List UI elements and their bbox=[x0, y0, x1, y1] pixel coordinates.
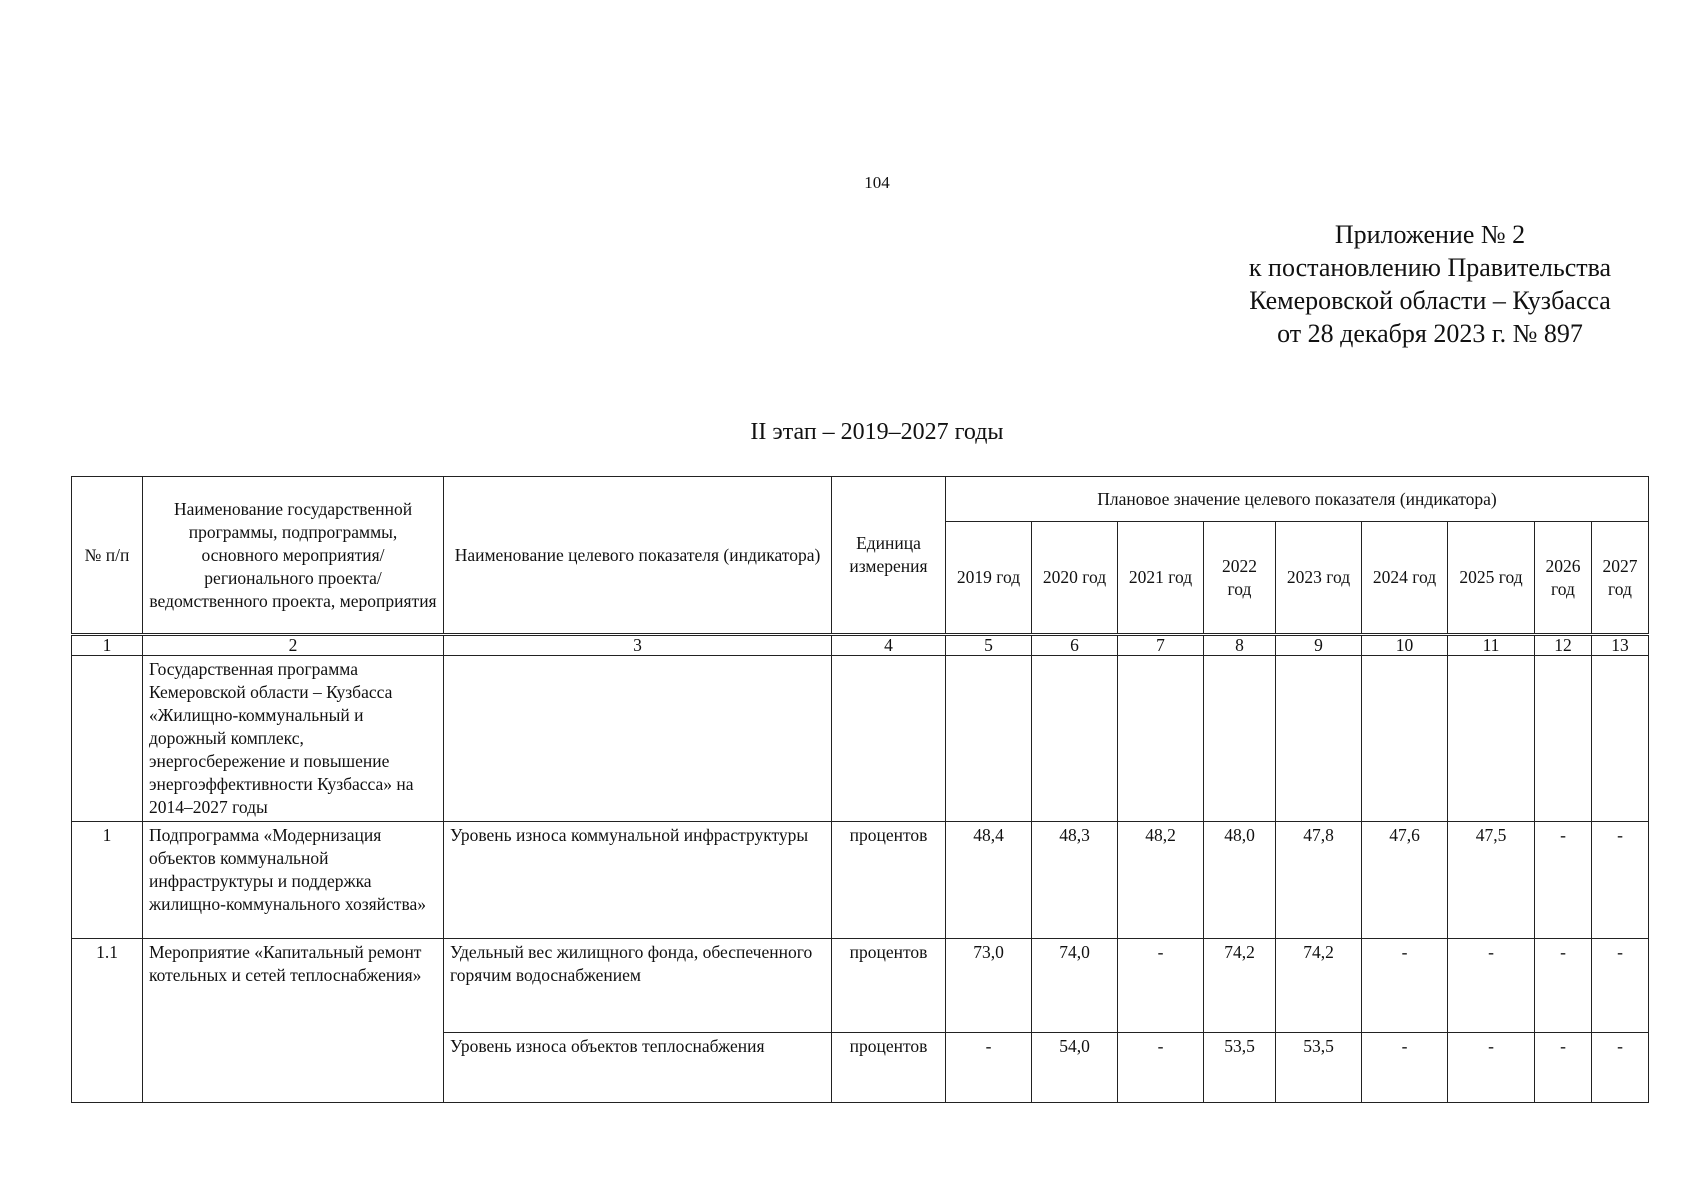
row-value: 48,0 bbox=[1204, 822, 1276, 939]
header-planned-value: Плановое значение целевого показателя (индикатора) bbox=[946, 477, 1649, 522]
header-year-2027: 2027 год bbox=[1592, 522, 1649, 635]
col-number: 12 bbox=[1535, 635, 1592, 656]
row-program: Мероприятие «Капитальный ремонт котельных и сетей теплоснабжения» bbox=[143, 939, 444, 1103]
row-program: Подпрограмма «Модернизация объектов коммунальной инфраструктуры и поддержка жилищно-коммунального хозяйства» bbox=[143, 822, 444, 939]
row-value: - bbox=[1362, 1033, 1448, 1103]
header-year-2023: 2023 год bbox=[1276, 522, 1362, 635]
row-value: 53,5 bbox=[1276, 1033, 1362, 1103]
row-unit bbox=[832, 656, 946, 822]
row-value: - bbox=[1118, 1033, 1204, 1103]
col-number: 9 bbox=[1276, 635, 1362, 656]
row-num: 1 bbox=[72, 822, 143, 939]
row-indicator: Уровень износа коммунальной инфраструктуры bbox=[444, 822, 832, 939]
appendix-line-3: Кемеровской области – Кузбасса bbox=[1249, 286, 1611, 315]
col-number: 11 bbox=[1448, 635, 1535, 656]
appendix-line-1: Приложение № 2 bbox=[1334, 220, 1526, 249]
header-year-2019: 2019 год bbox=[946, 522, 1032, 635]
row-value: - bbox=[946, 1033, 1032, 1103]
row-num bbox=[72, 656, 143, 822]
row-value: - bbox=[1535, 939, 1592, 1033]
col-number: 8 bbox=[1204, 635, 1276, 656]
row-value: - bbox=[1362, 939, 1448, 1033]
indicators-table bbox=[71, 476, 1649, 1103]
header-indicator-name: Наименование целевого показателя (индикатора) bbox=[444, 477, 832, 635]
row-value: 74,2 bbox=[1276, 939, 1362, 1033]
header-year-2026: 2026 год bbox=[1535, 522, 1592, 635]
row-value: 74,0 bbox=[1032, 939, 1118, 1033]
appendix-line-2: к постановлению Правительства bbox=[1248, 253, 1612, 282]
row-value: 47,8 bbox=[1276, 822, 1362, 939]
row-value bbox=[1362, 656, 1448, 822]
row-value: 53,5 bbox=[1204, 1033, 1276, 1103]
row-value: 54,0 bbox=[1032, 1033, 1118, 1103]
row-value: - bbox=[1592, 939, 1649, 1033]
row-value: 73,0 bbox=[946, 939, 1032, 1033]
row-value: 48,3 bbox=[1032, 822, 1118, 939]
col-number: 7 bbox=[1118, 635, 1204, 656]
row-program: Государственная программа Кемеровской области – Кузбасса «Жилищно-коммунальный и дорожный комплекс, энергосбережение и повышение энергоэффективности Кузбасса» на 2014–2027 годы bbox=[143, 656, 444, 822]
header-unit: Единица измерения bbox=[832, 477, 946, 635]
row-value: 47,5 bbox=[1448, 822, 1535, 939]
row-value bbox=[1276, 656, 1362, 822]
row-value: 47,6 bbox=[1362, 822, 1448, 939]
header-num: № п/п bbox=[72, 477, 143, 635]
row-value bbox=[1204, 656, 1276, 822]
row-value: - bbox=[1592, 1033, 1649, 1103]
row-value: 48,2 bbox=[1118, 822, 1204, 939]
header-year-2025: 2025 год bbox=[1448, 522, 1535, 635]
col-number: 13 bbox=[1592, 635, 1649, 656]
row-value bbox=[1592, 656, 1649, 822]
col-number: 2 bbox=[143, 635, 444, 656]
table-row bbox=[72, 656, 1649, 822]
header-year-2022: 2022 год bbox=[1204, 522, 1276, 635]
header-year-2021: 2021 год bbox=[1118, 522, 1204, 635]
row-unit: процентов bbox=[832, 1033, 946, 1103]
col-number: 4 bbox=[832, 635, 946, 656]
row-indicator: Уровень износа объектов теплоснабжения bbox=[444, 1033, 832, 1103]
col-number: 10 bbox=[1362, 635, 1448, 656]
header-program-name: Наименование государственной программы, подпрограммы, основного мероприятия/регионального проекта/ведомственного проекта, мероприятия bbox=[143, 477, 444, 635]
col-number: 5 bbox=[946, 635, 1032, 656]
row-value: - bbox=[1535, 822, 1592, 939]
col-number: 1 bbox=[72, 635, 143, 656]
row-unit: процентов bbox=[832, 939, 946, 1033]
row-value: - bbox=[1592, 822, 1649, 939]
header-year-2020: 2020 год bbox=[1032, 522, 1118, 635]
row-indicator bbox=[444, 656, 832, 822]
col-number: 6 bbox=[1032, 635, 1118, 656]
stage-title: II этап – 2019–2027 годы bbox=[750, 419, 1004, 445]
row-num: 1.1 bbox=[72, 939, 143, 1103]
appendix-block bbox=[1180, 218, 1680, 350]
row-value: - bbox=[1118, 939, 1204, 1033]
table-row bbox=[72, 822, 1649, 939]
appendix-line-4: от 28 декабря 2023 г. № 897 bbox=[1277, 319, 1583, 348]
row-value bbox=[1535, 656, 1592, 822]
row-value bbox=[946, 656, 1032, 822]
row-value: - bbox=[1535, 1033, 1592, 1103]
row-indicator: Удельный вес жилищного фонда, обеспеченного горячим водоснабжением bbox=[444, 939, 832, 1033]
row-value: - bbox=[1448, 1033, 1535, 1103]
header-year-2024: 2024 год bbox=[1362, 522, 1448, 635]
row-value: - bbox=[1448, 939, 1535, 1033]
table-row bbox=[72, 939, 1649, 1033]
header-row-1 bbox=[72, 477, 1649, 522]
column-numbers-row bbox=[72, 635, 1649, 656]
row-unit: процентов bbox=[832, 822, 946, 939]
row-value bbox=[1032, 656, 1118, 822]
col-number: 3 bbox=[444, 635, 832, 656]
row-value bbox=[1448, 656, 1535, 822]
row-value: 48,4 bbox=[946, 822, 1032, 939]
row-value: 74,2 bbox=[1204, 939, 1276, 1033]
page-number: 104 bbox=[864, 173, 890, 192]
row-value bbox=[1118, 656, 1204, 822]
